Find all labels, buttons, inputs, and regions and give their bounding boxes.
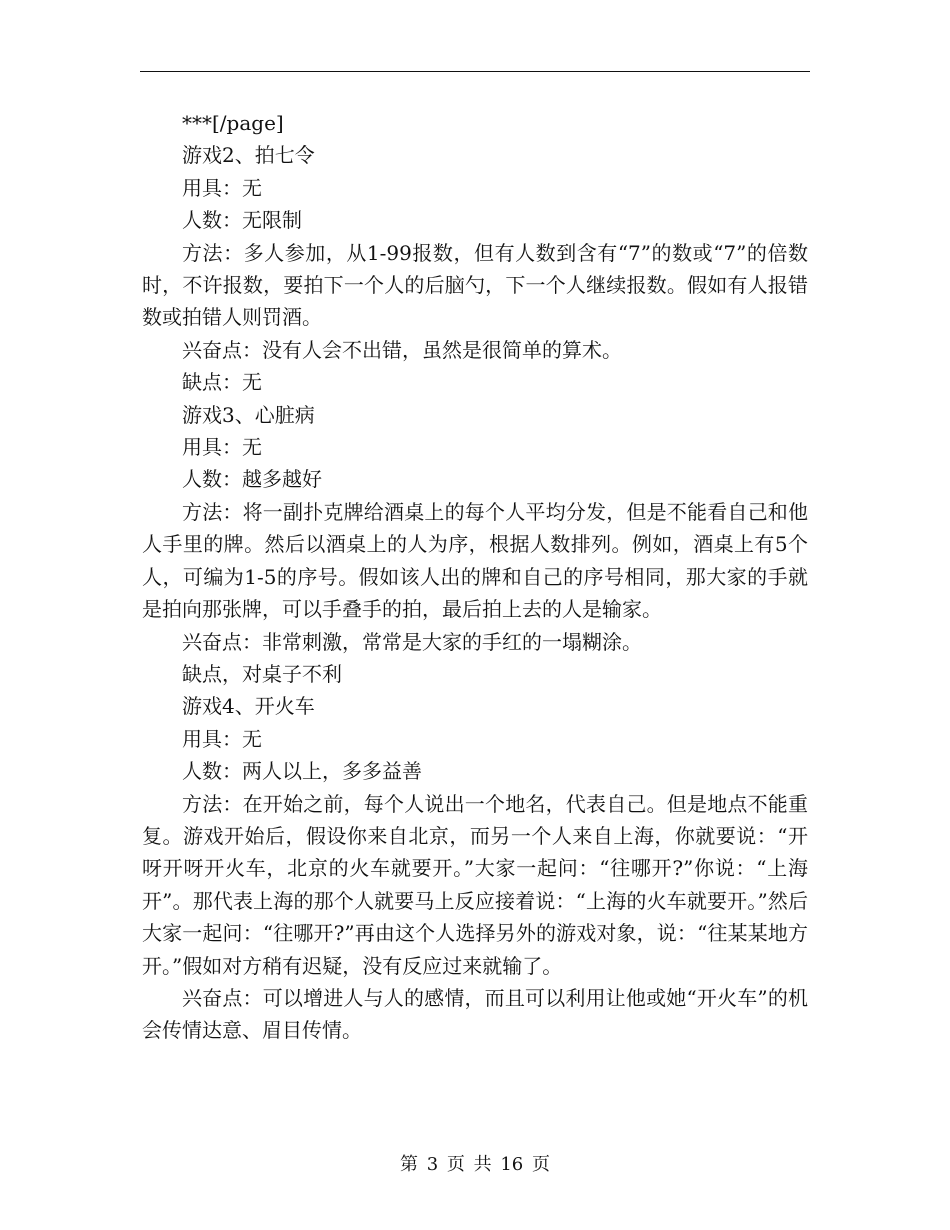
page-footer: 第 3 页 共 16 页 xyxy=(400,1154,550,1175)
heading-game-2: 游戏2、拍七令 xyxy=(182,143,315,168)
game-3-drawback: 缺点，对桌子不利 xyxy=(182,661,342,686)
document-body xyxy=(142,107,808,1047)
game-2-drawback: 缺点：无 xyxy=(182,370,262,395)
game-4-highlight: 兴奋点：可以增进人与人的感情，而且可以利用让他或她“开火车”的机会传情达意、眉目传情。 xyxy=(142,985,808,1043)
game-3-highlight: 兴奋点：非常刺激，常常是大家的手红的一塌糊涂。 xyxy=(182,629,642,654)
game-4-players: 人数：两人以上，多多益善 xyxy=(182,759,422,784)
header-rule xyxy=(140,71,810,72)
game-3-players: 人数：越多越好 xyxy=(182,467,322,492)
game-2-method: 方法：多人参加，从1-99报数，但有人数到含有“7”的数或“7”的倍数时，不许报数，要拍下一个人的后脑勺，下一个人继续报数。假如有人报错数或拍错人则罚酒。 xyxy=(142,240,808,330)
game-2-equipment: 用具：无 xyxy=(182,175,262,200)
heading-game-4: 游戏4、开火车 xyxy=(182,694,315,719)
game-2-highlight: 兴奋点：没有人会不出错，虽然是很简单的算术。 xyxy=(182,337,622,362)
game-3-equipment: 用具：无 xyxy=(182,435,262,460)
game-4-method: 方法：在开始之前，每个人说出一个地名，代表自己。但是地点不能重复。游戏开始后，假设你来自北京，而另一个人来自上海，你就要说：“开呀开呀开火车，北京的火车就要开。”大家一起问：“往哪开?”你说：“上海开”。那代表上海的那个人就要马上反应接着说：“上海的火车就要开。”然后大家一起问：“往哪开?”再由这个人选择另外的游戏对象，说：“往某某地方开。”假如对方稍有迟疑，没有反应过来就输了。 xyxy=(142,791,808,978)
heading-game-3: 游戏3、心脏病 xyxy=(182,402,315,427)
game-2-players: 人数：无限制 xyxy=(182,208,302,233)
game-3-method: 方法：将一副扑克牌给酒桌上的每个人平均分发，但是不能看自己和他人手里的牌。然后以酒桌上的人为序，根据人数排列。例如，酒桌上有5个人，可编为1-5的序号。假如该人出的牌和自己的序号相同，那大家的手就是拍向那张牌，可以手叠手的拍，最后拍上去的人是输家。 xyxy=(142,499,808,622)
paragraph-page-marker: ***[/page] xyxy=(182,111,284,135)
game-4-equipment: 用具：无 xyxy=(182,726,262,751)
